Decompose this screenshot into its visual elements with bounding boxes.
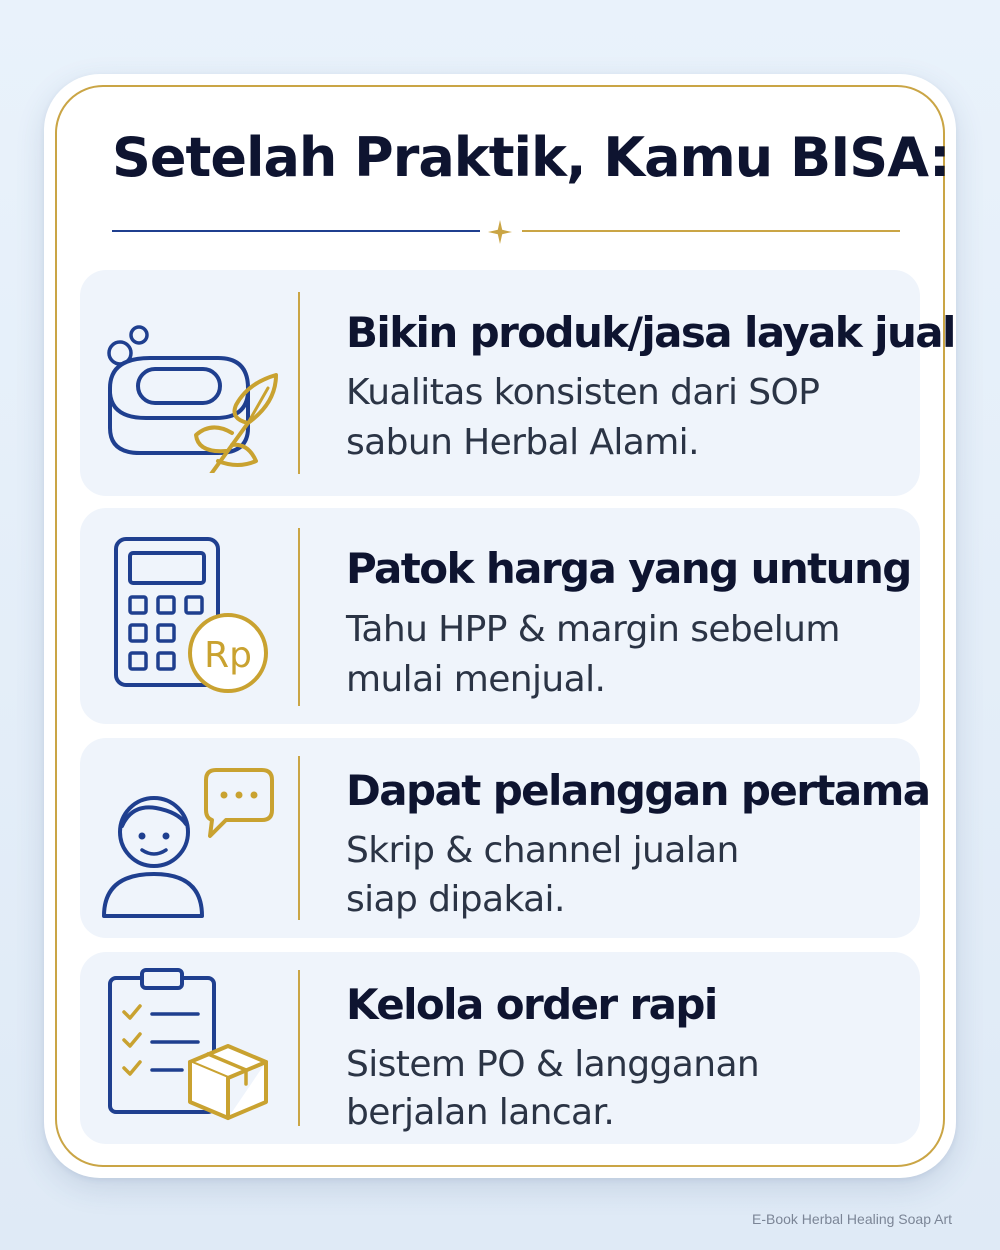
- benefit-item-sellable-product: [80, 270, 955, 496]
- benefit-desc-line: berjalan lancar.: [346, 1092, 615, 1133]
- benefit-desc-line: Tahu HPP & margin sebelum: [346, 609, 840, 650]
- benefit-item-manage-orders: [80, 952, 920, 1144]
- row-divider: [298, 528, 300, 706]
- benefit-desc-line: Skrip & channel jualan: [346, 830, 739, 871]
- benefit-desc-line: Sistem PO & langganan: [346, 1044, 760, 1085]
- rupiah-symbol: Rp: [204, 635, 252, 676]
- benefit-desc-line: siap dipakai.: [346, 879, 565, 920]
- row-divider: [298, 292, 300, 474]
- benefit-title: Bikin produk/jasa layak jual: [346, 308, 955, 357]
- benefit-desc-line: sabun Herbal Alami.: [346, 422, 699, 463]
- calculator-rupiah-icon: [98, 531, 288, 701]
- page-title: Setelah Praktik, Kamu BISA:: [112, 126, 950, 189]
- benefit-title: Dapat pelanggan pertama: [346, 766, 930, 815]
- divider-line-right: [522, 230, 900, 232]
- benefit-item-profitable-price: [80, 508, 920, 724]
- benefit-title: Kelola order rapi: [346, 980, 717, 1029]
- person-chat-bubble-icon: [98, 758, 288, 918]
- sparkle-icon: [486, 218, 514, 246]
- benefit-desc-line: Kualitas konsisten dari SOP: [346, 372, 820, 413]
- footer-credit: E-Book Herbal Healing Soap Art: [752, 1211, 952, 1227]
- soap-bar-with-leaf-icon: [98, 293, 288, 473]
- row-divider: [298, 970, 300, 1126]
- benefit-desc-line: mulai menjual.: [346, 659, 606, 700]
- row-divider: [298, 756, 300, 920]
- clipboard-checklist-box-icon: [98, 968, 288, 1128]
- divider-line-left: [112, 230, 480, 232]
- benefit-title: Patok harga yang untung: [346, 544, 911, 593]
- benefit-item-first-customer: [80, 738, 930, 938]
